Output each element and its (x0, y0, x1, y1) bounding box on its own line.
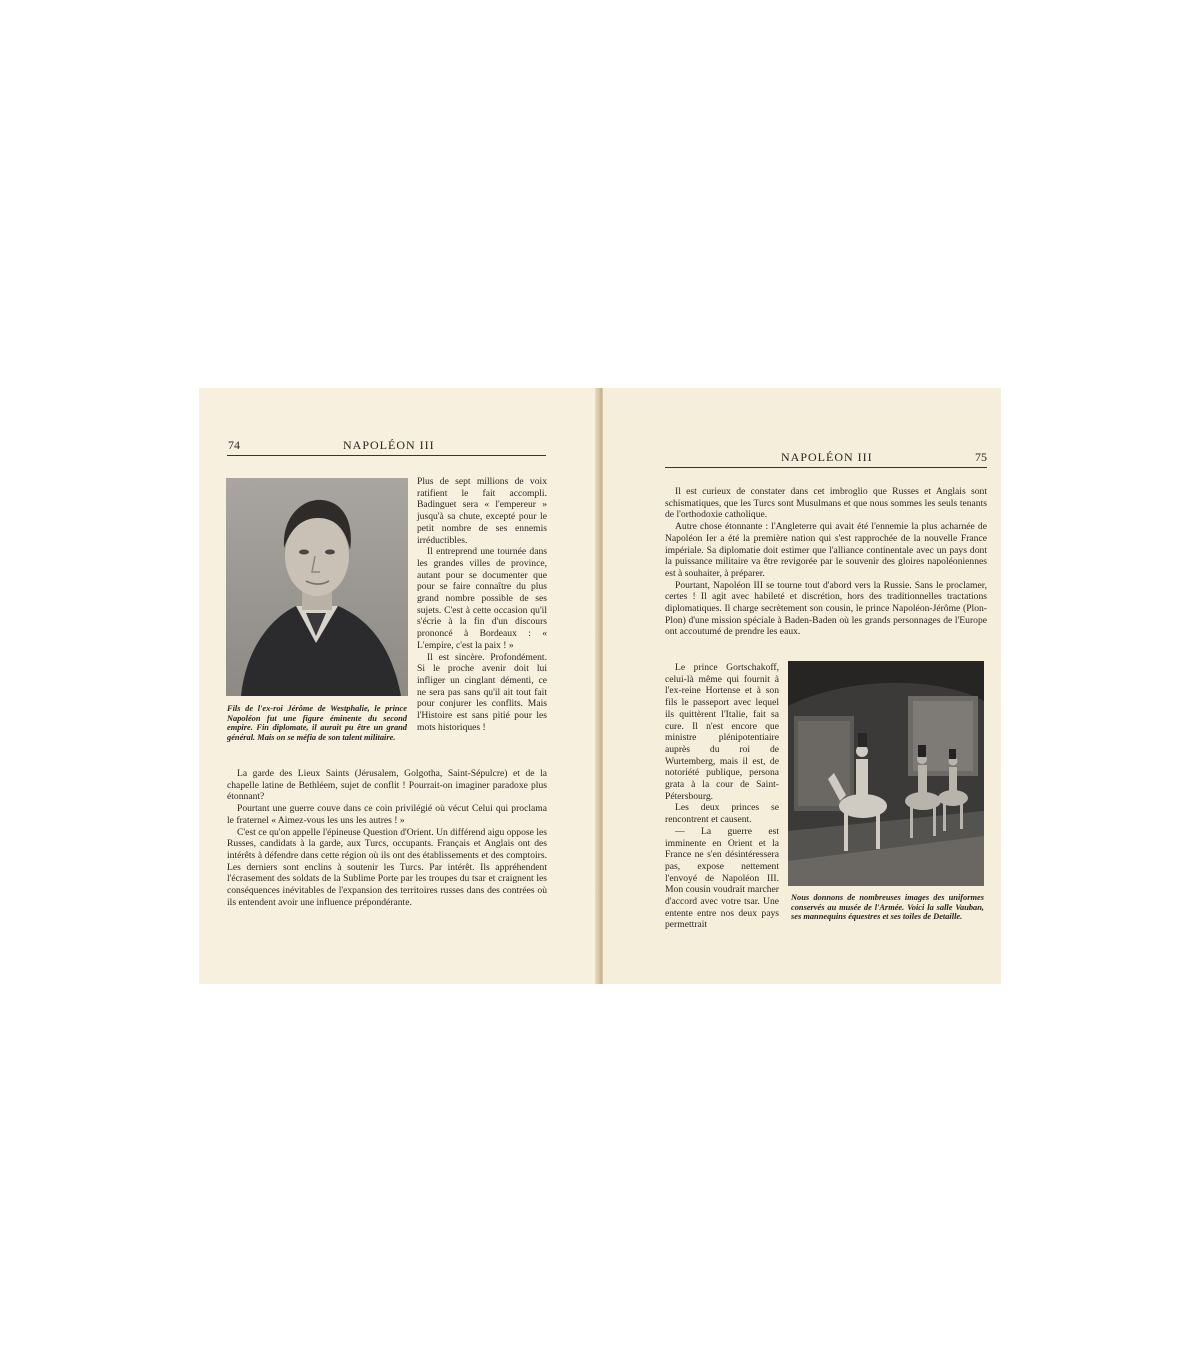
header-rule (665, 467, 987, 468)
portrait-photo (226, 478, 408, 696)
paragraph: Pourtant une guerre couve dans ce coin privilégié où vécut Celui qui proclama le fraternel « Aimez-vous les uns les autres ! » (227, 803, 547, 826)
paragraph: Plus de sept millions de voix ratifient le fait accompli. Badinguet sera « l'empereur » jusqu'à sa chute, excepté pour le petit nombre de ses ennemis irréductibles. (417, 476, 547, 546)
paragraph: — La guerre est imminente en Orient et la France ne s'en désintéressera pas, expose nettement l'envoyé de Napoléon III. Mon cousin voudrait marcher d'accord avec votre tsar. Une entente entre nos deux pays permettrait (665, 825, 779, 931)
right-body-text (665, 486, 987, 638)
portrait-caption: Fils de l'ex-roi Jérôme de Westphalie, le prince Napoléon fut une figure éminente du second empire. Fin diplomate, il aurait pu être un grand général. Mais on se méfia de son talent militaire. (227, 704, 407, 742)
museum-image (788, 661, 984, 886)
paragraph: Il est curieux de constater dans cet imbroglio que Russes et Anglais sont schismatiques, que les Turcs sont Musulmans et que nous sommes les seuls tenants de l'orthodoxie catholique. (665, 486, 987, 521)
paragraph: La garde des Lieux Saints (Jérusalem, Golgotha, Saint-Sépulcre) et de la chapelle latine de Bethléem, sujet de conflit ! Pourrait-on imaginer paradoxe plus étonnant? (227, 768, 547, 803)
left-page (199, 388, 597, 984)
paragraph: Il entreprend une tournée dans les grandes villes de province, autant pour se documenter que pour se faire connaître du plus grand nombre possible de ses sujets. C'est à cette occasion qu'il s'écrie à la fin d'un discours prononcé à Bordeaux : « L'empire, c'est la paix ! » (417, 546, 547, 651)
page-number: 74 (228, 438, 240, 452)
cavalry-museum-photo (788, 661, 984, 886)
paragraph: Pourtant, Napoléon III se tourne tout d'abord vers la Russie. Sans le proclamer, certes ! Il agit avec habileté et discrétion, hors des traditionnelles tractations diplomatiques. Il charge secrètement son cousin, le prince Napoléon-Jérôme (Plon-Plon) d'une mission spéciale à Baden-Baden où les grands personnages de l'Europe ont accoutumé de prendre les eaux. (665, 579, 987, 638)
paragraph: Les deux princes se rencontrent et causent. (665, 802, 779, 826)
portrait-image (226, 478, 408, 696)
open-book (199, 388, 1001, 984)
paragraph: Il est sincère. Profondément. Si le proche avenir doit lui infliger un cinglant démenti, ce ne sera pas sans qu'il ait tout fait pour conjurer les conflits. Mais l'Histoire est sans pitié pour les mots historiques ! (417, 651, 547, 733)
page-number: 75 (975, 450, 987, 464)
running-title: NAPOLÉON III (781, 450, 873, 464)
right-column-text (665, 662, 779, 931)
left-body-text (227, 768, 547, 908)
paragraph: Autre chose étonnante : l'Angleterre qui avait été l'ennemie la plus acharnée de Napoléon Ier a été la première nation qui s'est rapprochée de la nouvelle France impériale. Sa diplomatie doit estimer que l'alliance continentale avec un pays dont la puissance militaire va être revigorée par le souvenir des gloires napoléoniennes est à souhaiter, à préparer. (665, 521, 987, 579)
museum-caption: Nous donnons de nombreuses images des uniformes conservés au musée de l'Armée. Voici la salle Vauban, ses mannequins équestres et ses toiles de Detaille. (791, 893, 984, 922)
right-page (603, 388, 1001, 984)
paragraph: C'est ce qu'on appelle l'épineuse Question d'Orient. Un différend aigu oppose les Russes, candidats à la garde, aux Turcs, occupants. Français et Anglais ont des intérêts à défendre dans cette région où ils ont des établissements et des comptoirs. Les derniers sont enclins à soutenir les Turcs. Par intérêt. Ils appréhendent l'écrasement des soldats de la Sublime Porte par les troupes du tsar et craignent les conséquences inévitables de l'expansion des territoires russes dans des contrées où ils entendent avoir une influence prépondérante. (227, 826, 547, 908)
running-title: NAPOLÉON III (343, 438, 435, 452)
header-rule (227, 455, 546, 456)
paragraph: Le prince Gortschakoff, celui-là même qui fournit à l'ex-reine Hortense et à son fils le passeport avec lequel ils quittèrent l'Italie, fait sa cure. Il n'est encore que ministre plénipotentiaire auprès du roi de Wurtemberg, mais il est, de notoriété publique, persona grata à la cour de Saint-Pétersbourg. (665, 662, 779, 802)
left-column-text (417, 476, 547, 733)
